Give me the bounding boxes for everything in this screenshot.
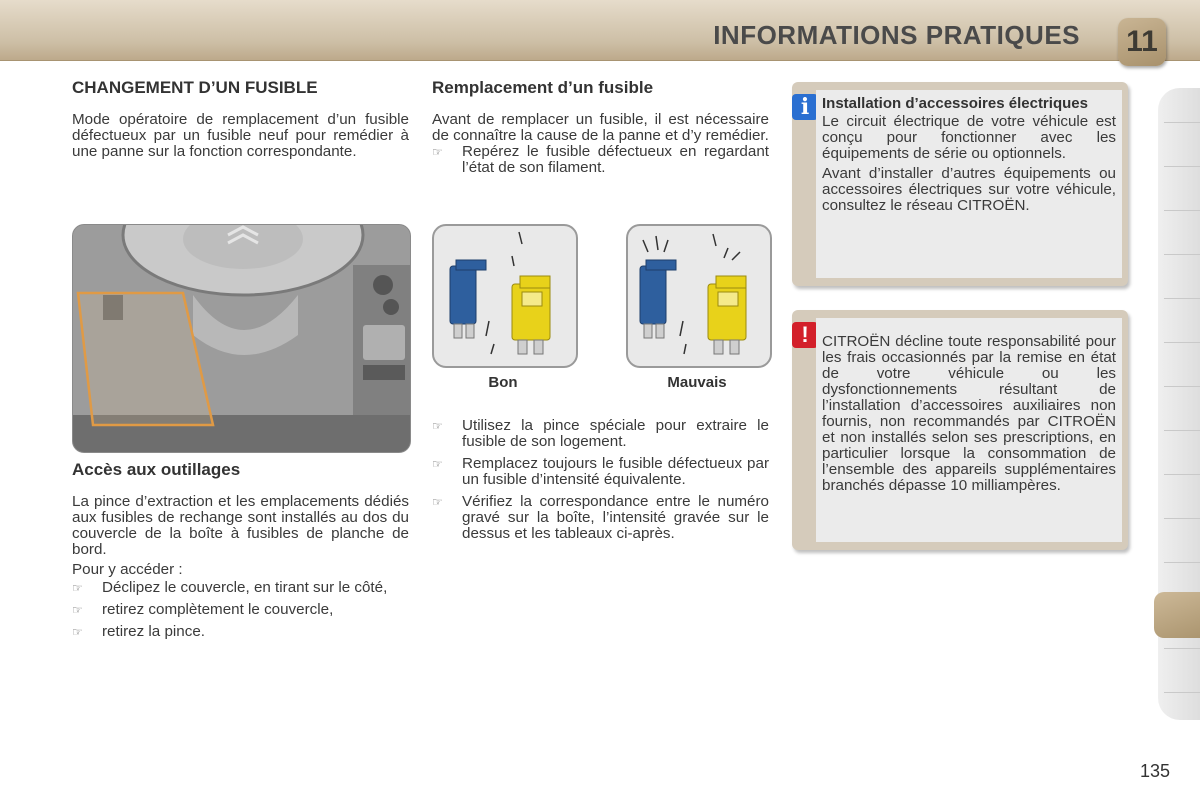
- tools-heading: Accès aux outillages: [72, 460, 241, 479]
- hand-pointer-icon: ☞: [432, 495, 443, 509]
- info-box-paragraph: Le circuit électrique de votre véhicule est conçu pour fonctionner avec les équipements de série ou optionnels.: [822, 113, 1116, 162]
- hand-pointer-icon: ☞: [72, 625, 83, 639]
- info-box: [792, 82, 1128, 286]
- fuse-bad-label: Mauvais: [667, 374, 727, 391]
- section-title: INFORMATIONS PRATIQUES: [713, 20, 1080, 50]
- list-item: ☞ retirez complètement le couvercle,: [72, 601, 334, 618]
- tools-section: [72, 460, 409, 640]
- fuse-good-illustration: [432, 224, 578, 368]
- warning-box-content: [816, 318, 1122, 542]
- middle-column: [432, 78, 769, 176]
- warning-box-paragraph: CITROËN décline toute responsabilité pour les frais occasionnés par la remise en état de votre véhicule ou les dysfonctionnements résultant de l’installation d’accessoires auxiliaires non fournis, non recommandés par CITROËN et non installés selon ses prescriptions, en particulier lorsque la consommation de l’ensemble des appareils supplémentaires branchés dépasse 10 milliampères.: [822, 333, 1116, 494]
- list-item: ☞ retirez la pince.: [72, 623, 205, 640]
- list-item: ☞ Repérez le fusible défectueux en regardant l’état de son filament.: [432, 143, 769, 176]
- list-item: ☞ Déclipez le couvercle, en tirant sur le côté,: [72, 579, 388, 596]
- hand-pointer-icon: ☞: [432, 457, 443, 471]
- section-heading: Remplacement d’un fusible: [432, 78, 654, 97]
- list-item: ☞ Remplacez toujours le fusible défectueux par un fusible d’intensité équivalente.: [432, 455, 769, 488]
- tools-paragraph: La pince d’extraction et les emplacements dédiés aux fusibles de rechange sont installés au dos du couvercle de la boîte à fusibles de planche de bord.: [72, 493, 409, 558]
- dashboard-drawing: [73, 225, 410, 452]
- list-item: ☞ Vérifiez la correspondance entre le numéro gravé sur la boîte, l’intensité gravée sur le dessus et les tableaux ci-après.: [432, 493, 769, 542]
- replacement-steps: [432, 418, 769, 542]
- page-header: [0, 0, 1200, 61]
- warning-icon: !: [792, 322, 818, 348]
- fuse-bad-illustration: [626, 224, 772, 368]
- info-icon: i: [792, 94, 818, 120]
- fuse-good-drawing: [434, 226, 576, 366]
- section-heading: CHANGEMENT D’UN FUSIBLE: [72, 78, 318, 97]
- info-box-paragraph: Avant d’installer d’autres équipements ou accessoires électriques sur votre véhicule, consultez le réseau CITROËN.: [822, 165, 1116, 214]
- left-column: [72, 78, 409, 160]
- chapter-number: 11: [1126, 25, 1158, 58]
- hand-pointer-icon: ☞: [72, 581, 83, 595]
- dashboard-illustration: [72, 224, 411, 453]
- hand-pointer-icon: ☞: [432, 145, 443, 159]
- intro-paragraph: Mode opératoire de remplacement d’un fusible défectueux par un fusible neuf pour remédier à une panne sur la fonction correspondante.: [72, 111, 409, 160]
- info-box-content: [816, 90, 1122, 278]
- access-intro: Pour y accéder :: [72, 561, 183, 578]
- hand-pointer-icon: ☞: [432, 419, 443, 433]
- fuse-bad-drawing: [628, 226, 770, 366]
- page-number: 135: [1139, 761, 1170, 781]
- info-box-title: Installation d’accessoires électriques: [822, 95, 1088, 112]
- intro-paragraph: Avant de remplacer un fusible, il est nécessaire de connaître la cause de la panne et d’y remédier.: [432, 111, 769, 144]
- warning-box: [792, 310, 1128, 550]
- hand-pointer-icon: ☞: [72, 603, 83, 617]
- fuse-good-label: Bon: [488, 374, 518, 391]
- active-chapter-tab: [1154, 592, 1200, 638]
- chapter-tab: [1118, 18, 1166, 66]
- list-item: ☞ Utilisez la pince spéciale pour extraire le fusible de son logement.: [432, 417, 769, 450]
